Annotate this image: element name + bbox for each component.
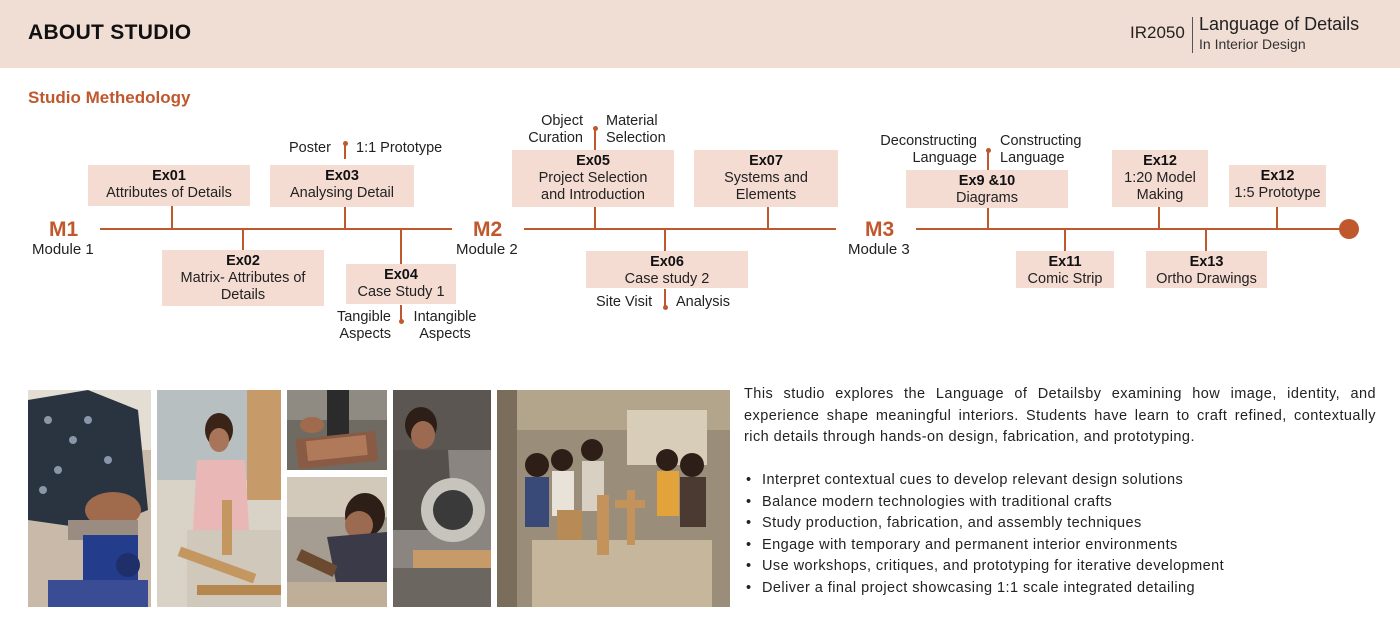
exercise-id: Ex12 xyxy=(1260,168,1295,184)
sub-label-constructing: Constructing Language xyxy=(1000,133,1082,166)
sub-label-tangible: Tangible Aspects xyxy=(336,309,391,342)
photo-vise-workshop-image xyxy=(28,390,151,607)
exercise-name: Analysing Detail xyxy=(290,185,394,201)
course-code: IR2050 xyxy=(1130,23,1185,42)
exercise-id: Ex05 xyxy=(576,153,610,169)
tick-ex02 xyxy=(242,229,244,250)
exercise-id: Ex9 &10 xyxy=(958,173,1016,189)
photo-hand-tools xyxy=(287,477,387,607)
exercise-card-ex12a xyxy=(1112,150,1208,207)
tick-ex07 xyxy=(767,207,769,229)
tick-ex04 xyxy=(400,229,402,264)
tick-ex03 xyxy=(344,207,346,229)
exercise-name: Project Selection and Introduction xyxy=(538,170,648,203)
tick-ex05 xyxy=(594,207,596,229)
course-name: Language of Details xyxy=(1199,14,1360,34)
exercise-id: Ex01 xyxy=(152,168,186,184)
studio-description: This studio explores the Language of Detailsby examining how image, identity, and experience shape meaningful interiors. Students have learn to craft refined, contextually rich details through hands-on design, fabrication, and prototyping. xyxy=(744,386,1376,445)
tick-ex11 xyxy=(1064,229,1066,251)
photo-hand-tools-image xyxy=(287,477,387,607)
sub-tick-ex9-10 xyxy=(987,150,989,170)
list-item: • Use workshops, critiques, and prototyping for iterative development xyxy=(746,556,1386,578)
photo-drilling-image xyxy=(287,390,387,470)
header-divider xyxy=(1192,17,1193,53)
tick-ex12a xyxy=(1158,207,1160,229)
sub-label-analysis: Analysis xyxy=(676,294,730,310)
photo-miter-saw-image xyxy=(393,390,491,607)
sub-dot-ex05 xyxy=(593,126,598,131)
exercise-id: Ex11 xyxy=(1048,254,1082,270)
exercise-id: Ex04 xyxy=(384,267,418,283)
tick-ex01 xyxy=(171,206,173,229)
learning-outcomes-list xyxy=(746,470,1386,599)
photo-group-models xyxy=(497,390,730,607)
exercise-card-ex04 xyxy=(346,264,456,304)
list-item: • Balance modern technologies with traditional crafts xyxy=(746,492,1386,514)
exercise-card-ex9-10 xyxy=(906,170,1068,208)
exercise-id: Ex13 xyxy=(1189,254,1224,270)
exercise-name: 1:5 Prototype xyxy=(1234,185,1321,201)
sub-label-prototype: 1:1 Prototype xyxy=(356,140,443,156)
course-subtitle: In Interior Design xyxy=(1199,36,1306,52)
module-name-m1: Module 1 xyxy=(32,241,94,258)
sub-label-site-visit: Site Visit xyxy=(596,294,653,310)
exercise-card-ex11 xyxy=(1016,251,1114,288)
exercise-name: Systems and Elements xyxy=(724,170,808,203)
exercise-name: Attributes of Details xyxy=(106,185,232,201)
sub-label-intangible: Intangible Aspects xyxy=(413,309,477,342)
list-item: • Interpret contextual cues to develop relevant design solutions xyxy=(746,470,1386,492)
exercise-name: 1:20 Model Making xyxy=(1124,170,1196,203)
photo-miter-saw xyxy=(393,390,491,607)
timeline-segment-2 xyxy=(524,228,836,230)
section-title: Studio Methedology xyxy=(28,88,191,107)
photo-wood-cutting-image xyxy=(157,390,281,607)
sub-label-poster: Poster xyxy=(289,140,331,156)
exercise-id: Ex02 xyxy=(226,253,260,269)
exercise-name: Case study 2 xyxy=(624,271,710,287)
header-bar xyxy=(0,0,1400,68)
exercise-card-ex06 xyxy=(586,251,748,288)
module-code-m1: M1 xyxy=(49,218,79,241)
sub-dot-ex06 xyxy=(663,305,668,310)
exercise-name: Comic Strip xyxy=(1027,271,1103,287)
tick-ex13 xyxy=(1205,229,1207,251)
tick-ex06 xyxy=(664,229,666,251)
list-item: • Study production, fabrication, and assembly techniques xyxy=(746,513,1386,535)
exercise-name: Diagrams xyxy=(955,190,1019,206)
module-name-m3: Module 3 xyxy=(848,241,910,258)
photo-group-models-image xyxy=(497,390,730,607)
exercise-card-ex03 xyxy=(270,165,414,207)
exercise-id: Ex07 xyxy=(749,153,783,169)
timeline-segment-3 xyxy=(916,228,1344,230)
page-title: ABOUT STUDIO xyxy=(28,21,192,44)
timeline-end-dot xyxy=(1339,219,1359,239)
exercise-id: Ex03 xyxy=(325,168,359,184)
module-name-m2: Module 2 xyxy=(456,241,518,258)
list-item: • Engage with temporary and permanent interior environments xyxy=(746,535,1386,557)
exercise-card-ex02 xyxy=(162,250,324,306)
module-code-m2: M2 xyxy=(473,218,503,241)
exercise-name: Matrix- Attributes of Details xyxy=(180,270,306,303)
exercise-id: Ex06 xyxy=(650,254,684,270)
sub-dot-ex9-10 xyxy=(986,148,991,153)
list-item: • Deliver a final project showcasing 1:1 scale integrated detailing xyxy=(746,578,1386,600)
module-code-m3: M3 xyxy=(865,218,895,241)
tick-ex9-10 xyxy=(987,208,989,229)
sub-label-material-selection: Material Selection xyxy=(606,113,666,146)
sub-dot-ex03 xyxy=(343,141,348,146)
photo-vise-workshop xyxy=(28,390,151,607)
exercise-card-ex13 xyxy=(1146,251,1267,288)
sub-label-object-curation: Object Curation xyxy=(528,113,583,146)
sub-label-deconstructing: Deconstructing Language xyxy=(880,133,977,166)
exercise-name: Ortho Drawings xyxy=(1156,271,1257,287)
tick-ex12b xyxy=(1276,207,1278,229)
exercise-card-ex05 xyxy=(512,150,674,207)
sub-tick-ex05 xyxy=(594,128,596,150)
photo-wood-cutting xyxy=(157,390,281,607)
exercise-card-ex12b xyxy=(1229,165,1326,207)
exercise-name: Case Study 1 xyxy=(357,284,445,300)
photo-drilling xyxy=(287,390,387,470)
exercise-card-ex07 xyxy=(694,150,838,207)
exercise-id: Ex12 xyxy=(1143,153,1177,169)
sub-dot-ex04 xyxy=(399,319,404,324)
exercise-card-ex01 xyxy=(88,165,250,206)
